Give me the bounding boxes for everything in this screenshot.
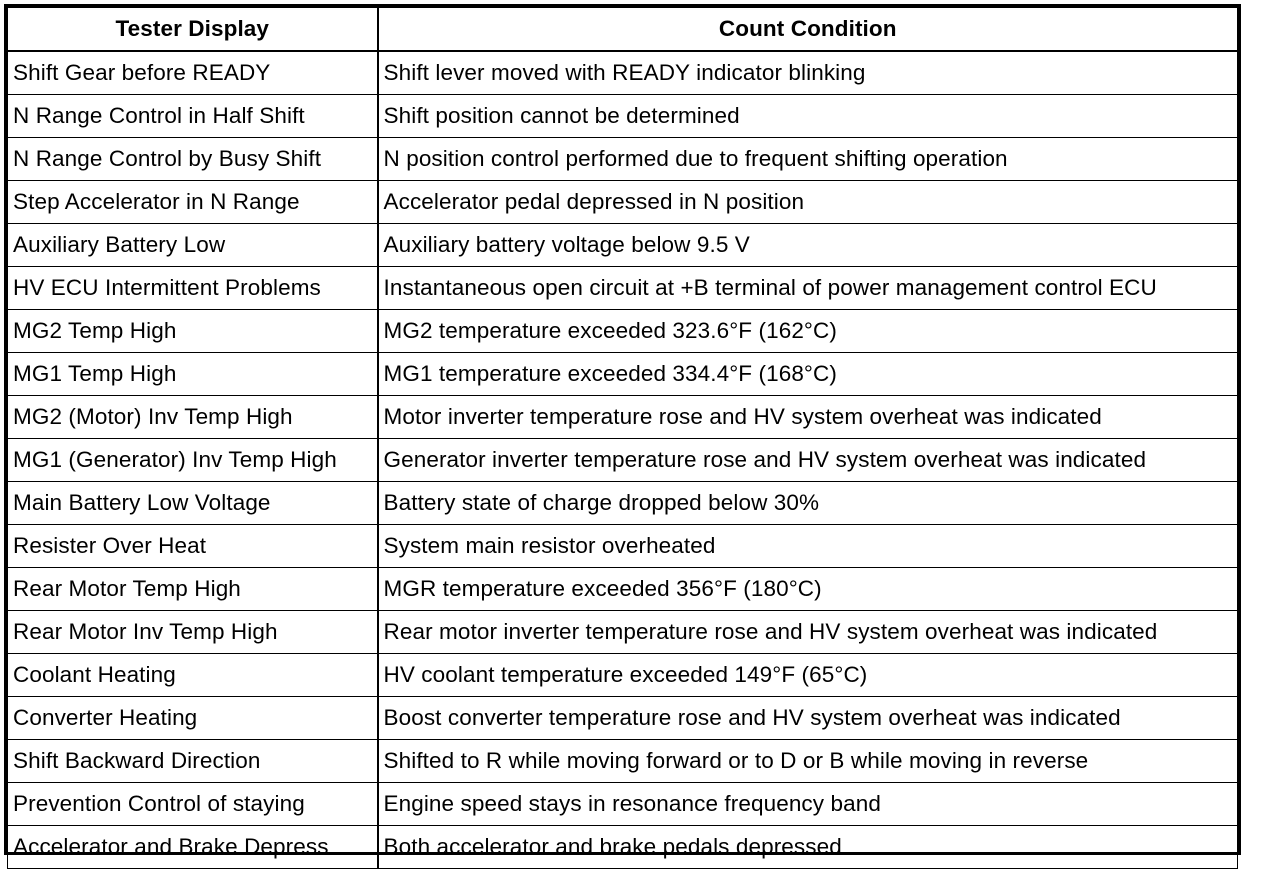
table-row (8, 783, 1238, 826)
tester-display-cell: Accelerator and Brake Depress (8, 826, 378, 869)
count-condition-cell: MG1 temperature exceeded 334.4°F (168°C) (378, 353, 1238, 396)
count-condition-cell: Rear motor inverter temperature rose and HV system overheat was indicated (378, 611, 1238, 654)
tester-display-cell: HV ECU Intermittent Problems (8, 267, 378, 310)
count-condition-cell: Boost converter temperature rose and HV system overheat was indicated (378, 697, 1238, 740)
count-condition-cell: Shift position cannot be determined (378, 95, 1238, 138)
header-tester-display: Tester Display (8, 8, 378, 52)
count-condition-cell: N position control performed due to frequent shifting operation (378, 138, 1238, 181)
count-condition-cell: Battery state of charge dropped below 30% (378, 482, 1238, 525)
tester-display-cell: Coolant Heating (8, 654, 378, 697)
table-row (8, 267, 1238, 310)
tester-display-cell: Shift Gear before READY (8, 51, 378, 95)
table-row (8, 310, 1238, 353)
tester-display-cell: Converter Heating (8, 697, 378, 740)
table-row (8, 697, 1238, 740)
count-condition-cell: Shift lever moved with READY indicator blinking (378, 51, 1238, 95)
count-condition-cell: Engine speed stays in resonance frequency band (378, 783, 1238, 826)
tester-display-cell: Shift Backward Direction (8, 740, 378, 783)
table-body (8, 51, 1238, 869)
table-row (8, 51, 1238, 95)
tester-display-cell: MG2 (Motor) Inv Temp High (8, 396, 378, 439)
count-condition-cell: Accelerator pedal depressed in N position (378, 181, 1238, 224)
table-row (8, 654, 1238, 697)
table-row (8, 568, 1238, 611)
tester-display-cell: Prevention Control of staying (8, 783, 378, 826)
count-condition-cell: System main resistor overheated (378, 525, 1238, 568)
count-condition-cell: Generator inverter temperature rose and HV system overheat was indicated (378, 439, 1238, 482)
tester-display-table (7, 7, 1238, 869)
tester-display-cell: Main Battery Low Voltage (8, 482, 378, 525)
tester-display-cell: MG1 (Generator) Inv Temp High (8, 439, 378, 482)
count-condition-cell: MGR temperature exceeded 356°F (180°C) (378, 568, 1238, 611)
count-condition-cell: Motor inverter temperature rose and HV system overheat was indicated (378, 396, 1238, 439)
table-row (8, 826, 1238, 869)
tester-display-cell: N Range Control in Half Shift (8, 95, 378, 138)
tester-display-cell: MG1 Temp High (8, 353, 378, 396)
tester-display-cell: Resister Over Heat (8, 525, 378, 568)
tester-display-cell: Auxiliary Battery Low (8, 224, 378, 267)
table-row (8, 181, 1238, 224)
table-row (8, 95, 1238, 138)
count-condition-cell: MG2 temperature exceeded 323.6°F (162°C) (378, 310, 1238, 353)
tester-display-table-container (4, 4, 1241, 859)
table-row (8, 224, 1238, 267)
tester-display-cell: Step Accelerator in N Range (8, 181, 378, 224)
table-row (8, 740, 1238, 783)
count-condition-cell: Instantaneous open circuit at +B terminal of power management control ECU (378, 267, 1238, 310)
tester-display-cell: N Range Control by Busy Shift (8, 138, 378, 181)
table-row (8, 611, 1238, 654)
count-condition-cell: Auxiliary battery voltage below 9.5 V (378, 224, 1238, 267)
count-condition-cell: Both accelerator and brake pedals depressed (378, 826, 1238, 869)
table-row (8, 525, 1238, 568)
table-header-row (8, 8, 1238, 52)
tester-display-cell: MG2 Temp High (8, 310, 378, 353)
count-condition-cell: HV coolant temperature exceeded 149°F (65°C) (378, 654, 1238, 697)
table-row (8, 353, 1238, 396)
tester-display-cell: Rear Motor Temp High (8, 568, 378, 611)
table-row (8, 482, 1238, 525)
table-row (8, 138, 1238, 181)
tester-display-cell: Rear Motor Inv Temp High (8, 611, 378, 654)
header-count-condition: Count Condition (378, 8, 1238, 52)
table-row (8, 396, 1238, 439)
table-row (8, 439, 1238, 482)
count-condition-cell: Shifted to R while moving forward or to D or B while moving in reverse (378, 740, 1238, 783)
